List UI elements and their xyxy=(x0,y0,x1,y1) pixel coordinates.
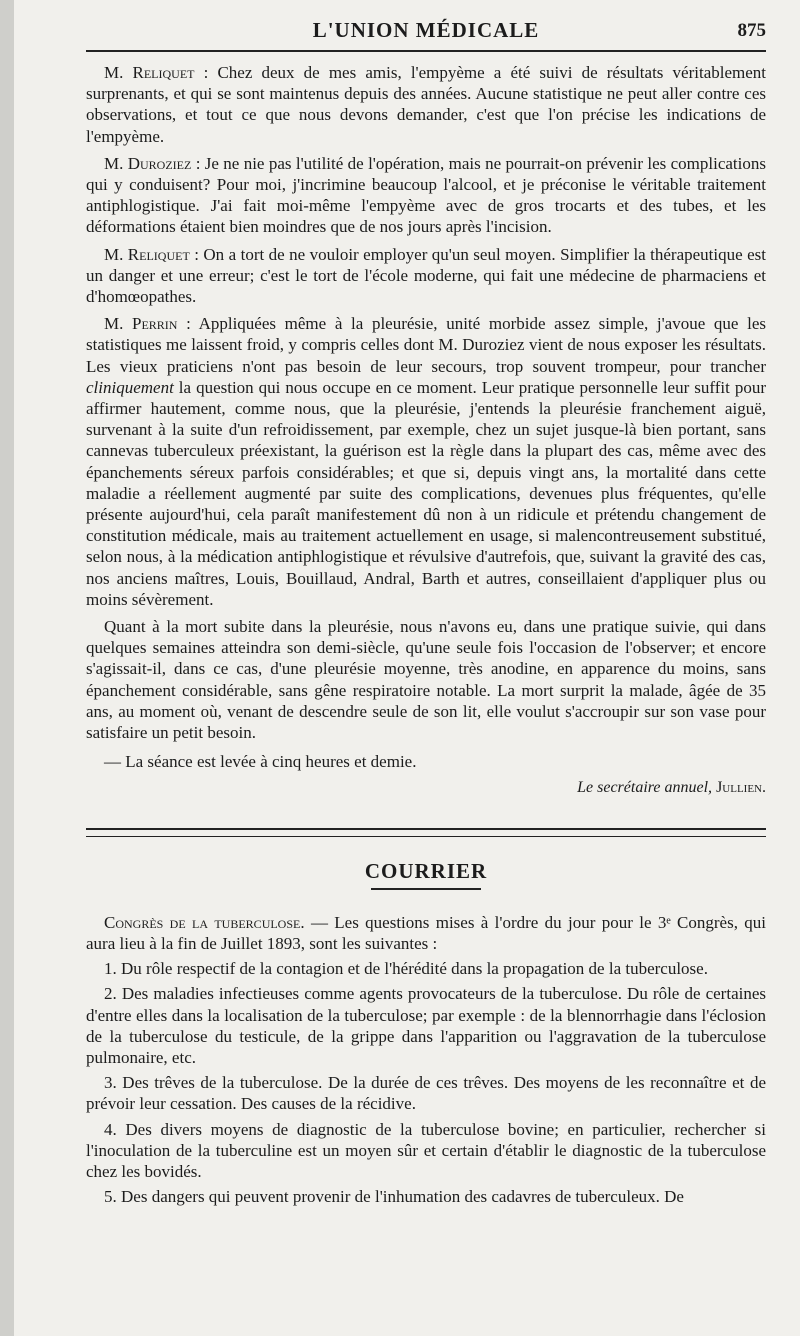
question-item: 3. Des trêves de la tuberculose. De la durée de ces trêves. Des moyens de les reconnaître et de prévoir leur cessation. Des causes de la récidive. xyxy=(86,1073,766,1114)
page-number: 875 xyxy=(737,20,766,41)
paragraph-text: : Chez deux de mes amis, l'empyème a été suivi de résultats véritablement surprenants, et qui se sont maintenus depuis des années. Aucune statistique ne peut aller contre ces observations, et tout ce que nous devons demander, c'est que l'on précise les indications de l'empyème. xyxy=(86,63,766,146)
section-title: COURRIER xyxy=(364,858,488,883)
courrier-intro-text: — Les questions mises à l'ordre du jour pour le 3ᵉ Congrès, qui aura lieu à la fin de Juillet 1893, sont les suivantes : xyxy=(86,912,766,953)
paragraph-reliquet-2 xyxy=(86,244,766,308)
paragraph-mort-subite xyxy=(86,616,766,743)
speaker-name: M. Reliquet xyxy=(104,63,195,82)
speaker-name: M. Perrin xyxy=(104,314,178,334)
signature xyxy=(86,777,766,798)
question-item: 5. Des dangers qui peuvent provenir de l'inhumation des cadavres de tuberculeux. De xyxy=(104,1187,684,1207)
paragraph-duroziez xyxy=(86,153,766,238)
running-title: L'UNION MÉDICALE xyxy=(312,18,540,42)
page-gutter xyxy=(0,0,14,1336)
speaker-name: M. Reliquet xyxy=(104,244,190,264)
paragraph-reliquet-1 xyxy=(86,62,766,147)
question-item: 2. Des maladies infectieuses comme agents provocateurs de la tuberculose. Du rôle de certaines d'entre elles dans la localisation de la tuberculose; par exemple : de la blennorrhagie dans l'éclosion de la tuberculose du testicule, de la grippe dans l'apparition ou l'aggravation de la tuberculose pulmonaire, etc. xyxy=(86,984,766,1067)
question-list xyxy=(86,958,766,1207)
section-divider xyxy=(86,828,766,837)
paragraph-text: Quant à la mort subite dans la pleurésie, nous n'avons eu, dans une pratique suivie, qui dans quelques semaines atteindra son demi-siècle, qu'une seule fois l'occasion de l'observer; et encore s'agissait-il, dans ce cas, d'une pleurésie moyenne, très anodine, en apparence du moins, sans épanchement considérable, sans gêne respiratoire notable. La mort surprit la malade, âgée de 35 ans, au moment où, venant de descendre seule de son lit, elle voulut s'accroupir sur son vase pour satisfaire un petit besoin. xyxy=(86,617,766,743)
question-item: 1. Du rôle respectif de la contagion et de l'hérédité dans la propagation de la tuberculose. xyxy=(104,959,708,979)
signature-role: Le secrétaire annuel, xyxy=(577,778,713,796)
header-rule xyxy=(86,50,766,52)
question-item: 4. Des divers moyens de diagnostic de la tuberculose bovine; en particulier, rechercher si l'inoculation de la tuberculine est un moyen sûr et certain d'établir le diagnostic de la tuberculose chez les bovidés. xyxy=(86,1119,766,1181)
page-header xyxy=(86,10,766,44)
italic-term: cliniquement xyxy=(86,377,174,397)
courrier-lead: Congrès de la tuberculose. xyxy=(104,912,305,932)
section-title-underline xyxy=(371,888,481,890)
paragraph-text: : Appliquées même à la pleurésie, unité morbide assez simple, j'avoue que les statistiques me laissent froid, y compris celles dont M. Duroziez vient de nous exposer les résultats. Les vieux praticiens n'ont pas besoin de leur secours, trop souvent trompeur, pour trancher xyxy=(86,314,767,376)
paragraph-perrin xyxy=(86,313,766,610)
signature-name: Jullien. xyxy=(716,778,766,796)
courrier-intro xyxy=(86,912,766,954)
session-closing: — La séance est levée à cinq heures et demie. xyxy=(104,752,417,772)
paragraph-text: la question qui nous occupe en ce moment. Leur pratique personnelle leur suffit pour affirmer hautement, comme nous, que la pleurésie, j'entends la pleurésie franchement aiguë, survenant à la suite d'un refroidissement, par exemple, chez un sujet jusque-là bien portant, sans cannevas tuberculeux préexistant, la guérison est la règle dans la plupart des cas, même avec des épanchements séreux parfois considérables; et que si, depuis vingt ans, la mortalité dans cette maladie a réellement augmenté par suite des complications, devenues plus fréquentes, qu'elle présente aujourd'hui, cela paraît manifestement dû non à un ridicule et prétendu changement de constitution médicale, mais au traitement actuellement en usage, si malencontreusement substitué, selon nous, à la médication antiphlogistique et révulsive d'autrefois, que, suivant la gravité des cas, nos anciens maîtres, Louis, Bouillaud, Andral, Barth et autres, conseillaient d'appliquer plus ou moins sévèrement. xyxy=(86,377,766,609)
paragraph-text: : On a tort de ne vouloir employer qu'un seul moyen. Simplifier la thérapeutique est un danger et une erreur; c'est le tort de l'école moderne, qui fait une médecine de pharmaciens et d'homœopathes. xyxy=(86,244,766,307)
paragraph-text: : Je ne nie pas l'utilité de l'opération, mais ne pourrait-on prévenir les complications qui y conduisent? Pour moi, j'incrimine beaucoup l'alcool, et je préconise le véritable traitement antiphlogistique. J'ai fait moi-même l'empyème avec de gros trocarts et des tubes, et les déformations étaient bien moindres que de nos jours après l'incision. xyxy=(86,153,766,237)
speaker-name: M. Duroziez xyxy=(104,153,192,173)
